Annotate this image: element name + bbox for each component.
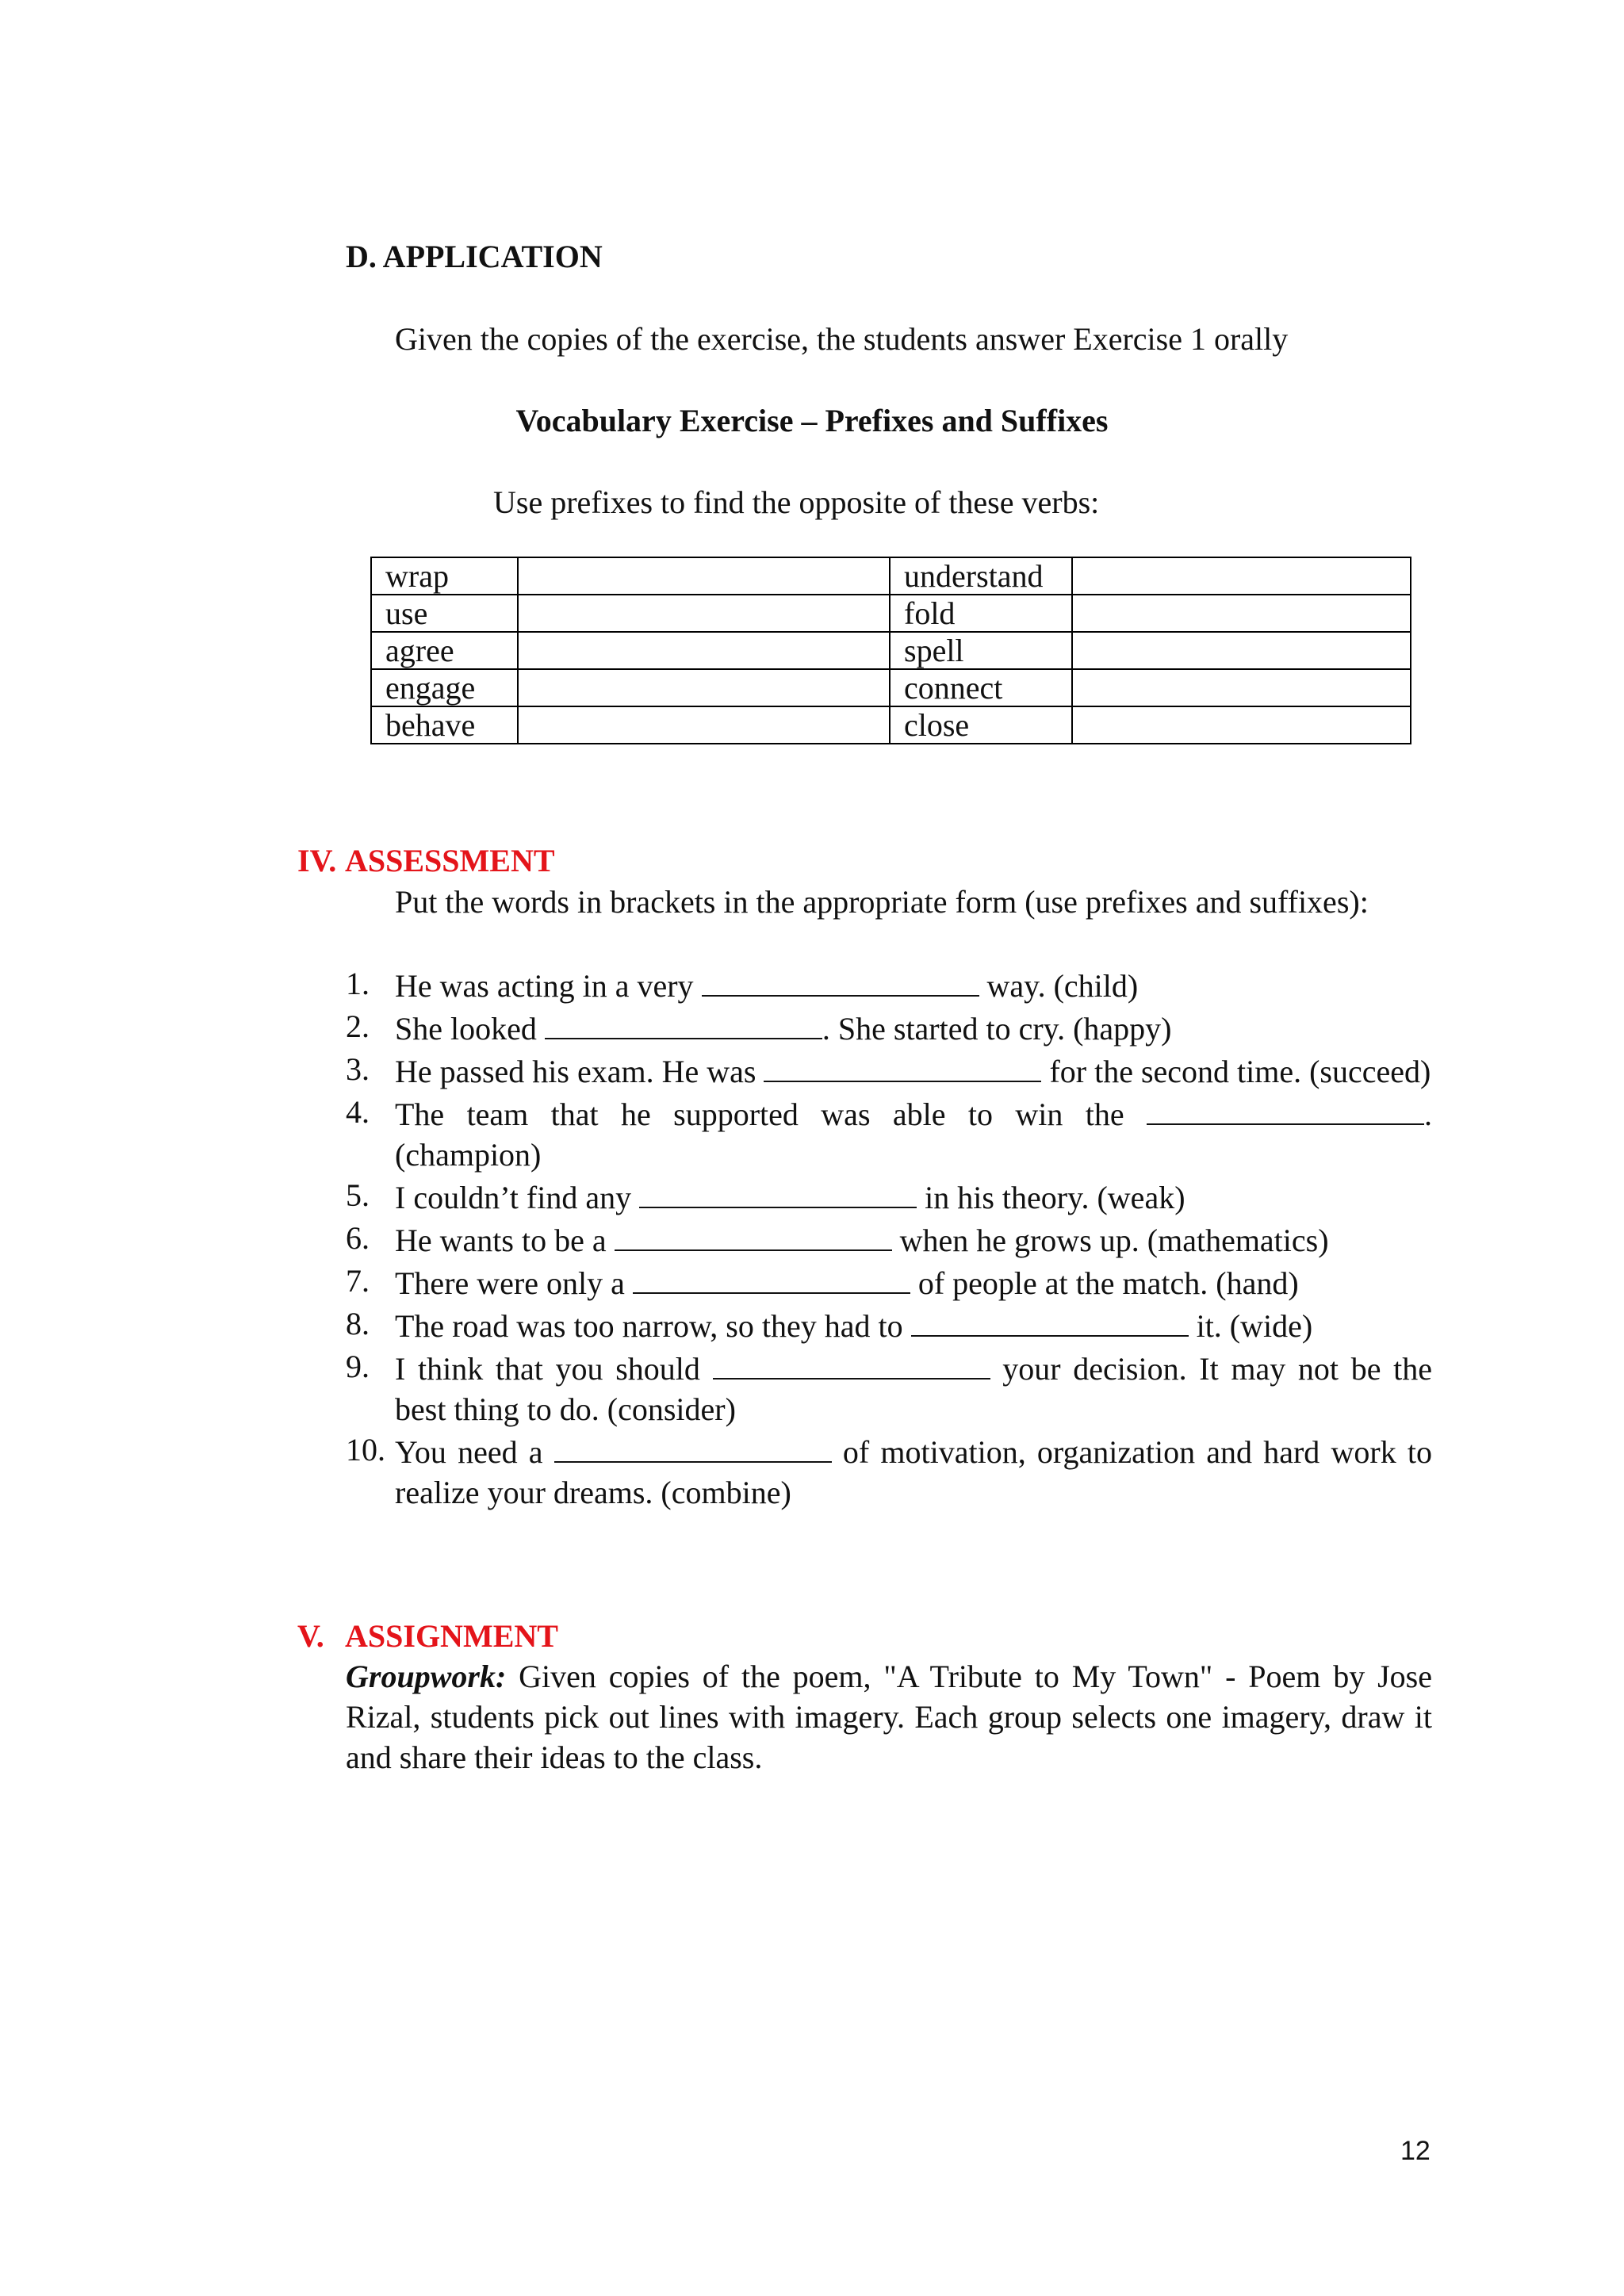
question-number: 7.: [346, 1263, 370, 1299]
assessment-instruction: Put the words in brackets in the appropriate form (use prefixes and suffixes):: [395, 884, 1369, 920]
table-cell: engage: [371, 669, 518, 706]
table-cell: [518, 669, 890, 706]
question-text-before: You need a: [395, 1434, 543, 1470]
list-item: [346, 963, 1432, 1006]
question-number: 3.: [346, 1051, 370, 1087]
question-number: 9.: [346, 1349, 370, 1384]
application-heading: D. APPLICATION: [346, 239, 603, 274]
question-text-after: . She started to cry. (happy): [822, 1011, 1172, 1047]
question-text-before: There were only a: [395, 1265, 625, 1301]
table-cell: spell: [890, 632, 1072, 669]
list-item: [346, 1092, 1432, 1175]
list-item: [346, 1346, 1432, 1429]
table-cell: [518, 632, 890, 669]
table-cell: [1072, 632, 1411, 669]
table-cell: [1072, 706, 1411, 744]
assignment-body: [346, 1656, 1432, 1777]
answer-blank: [639, 1175, 917, 1208]
table-cell: [518, 706, 890, 744]
question-text-before: I couldn’t find any: [395, 1180, 632, 1215]
answer-blank: [615, 1218, 892, 1251]
section-number: V.: [297, 1618, 324, 1654]
table-row: [371, 706, 1411, 744]
question-text-before: The team that he supported was able to win the: [395, 1096, 1124, 1132]
page-number: 12: [1400, 2136, 1431, 2166]
question-text-after: it. (wide): [1196, 1308, 1313, 1344]
vocabulary-table: [370, 557, 1411, 744]
table-cell: wrap: [371, 557, 518, 595]
table-cell: behave: [371, 706, 518, 744]
table-cell: [1072, 669, 1411, 706]
question-text-after: your decision. It may not be the best thing to do. (consider): [395, 1351, 1433, 1427]
exercise-title: Vocabulary Exercise – Prefixes and Suffixes: [515, 403, 1109, 438]
section-number: IV.: [297, 843, 337, 878]
question-text-before: The road was too narrow, so they had to: [395, 1308, 903, 1344]
question-text-before: He wants to be a: [395, 1223, 607, 1258]
list-item: [346, 1175, 1432, 1218]
list-item: [346, 1429, 1432, 1513]
table-row: [371, 595, 1411, 632]
question-text-before: He passed his exam. He was: [395, 1054, 756, 1089]
table-cell: fold: [890, 595, 1072, 632]
question-number: 6.: [346, 1220, 370, 1256]
table-row: [371, 632, 1411, 669]
table-cell: [518, 595, 890, 632]
question-text-after: way. (child): [986, 968, 1139, 1004]
section-title: ASSESSMENT: [345, 843, 555, 878]
answer-blank: [764, 1049, 1041, 1082]
question-text-after: of people at the match. (hand): [917, 1265, 1299, 1301]
question-number: 2.: [346, 1008, 370, 1044]
question-text-after: when he grows up. (mathematics): [899, 1223, 1329, 1258]
groupwork-label: Groupwork:: [346, 1659, 507, 1694]
question-number: 4.: [346, 1094, 370, 1130]
table-cell: understand: [890, 557, 1072, 595]
question-number: 10.: [346, 1432, 385, 1468]
table-row: [371, 557, 1411, 595]
question-number: 5.: [346, 1177, 370, 1213]
answer-blank: [713, 1346, 990, 1380]
question-text-before: She looked: [395, 1011, 537, 1047]
answer-blank: [545, 1006, 822, 1039]
list-item: [346, 1006, 1432, 1049]
question-text-after: of motivation, organization and hard work to realize your dreams. (combine): [395, 1434, 1432, 1510]
answer-blank: [702, 963, 979, 997]
answer-blank: [554, 1429, 832, 1463]
section-title: ASSIGNMENT: [345, 1618, 558, 1654]
table-cell: [1072, 557, 1411, 595]
list-item: [346, 1049, 1432, 1092]
list-item: [346, 1303, 1432, 1346]
list-item: [346, 1218, 1432, 1261]
table-cell: [518, 557, 890, 595]
question-text-after: in his theory. (weak): [925, 1180, 1185, 1215]
assignment-heading: [297, 1616, 558, 1656]
answer-blank: [911, 1303, 1189, 1337]
list-item: [346, 1261, 1432, 1303]
question-text-before: I think that you should: [395, 1351, 700, 1387]
question-text-after: . (champion): [395, 1096, 1433, 1173]
table-row: [371, 669, 1411, 706]
table-cell: [1072, 595, 1411, 632]
application-intro: Given the copies of the exercise, the students answer Exercise 1 orally: [395, 321, 1289, 357]
question-number: 1.: [346, 966, 370, 1001]
question-number: 8.: [346, 1306, 370, 1341]
exercise-instruction: Use prefixes to find the opposite of these verbs:: [493, 484, 1100, 520]
table-cell: connect: [890, 669, 1072, 706]
assignment-text: Given copies of the poem, "A Tribute to My Town" - Poem by Jose Rizal, students pick out lines with imagery. Each group selects one imagery, draw it and share their ideas to the class.: [346, 1659, 1432, 1775]
answer-blank: [633, 1261, 910, 1294]
answer-blank: [1147, 1092, 1424, 1125]
question-text-after: for the second time. (succeed): [1049, 1054, 1431, 1089]
question-list: [346, 963, 1432, 1513]
table-cell: close: [890, 706, 1072, 744]
table-cell: agree: [371, 632, 518, 669]
table-cell: use: [371, 595, 518, 632]
assessment-heading: [297, 840, 555, 881]
question-text-before: He was acting in a very: [395, 968, 694, 1004]
